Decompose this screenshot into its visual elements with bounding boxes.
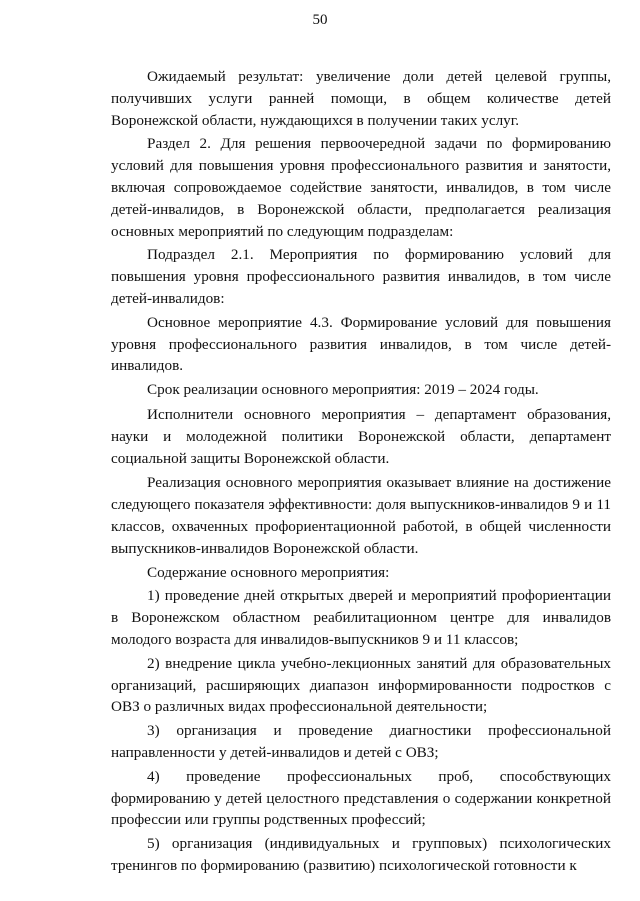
paragraph-subsection-2-1: Подраздел 2.1. Мероприятия по формированию условий для повышения уровня профессионального развития инвалидов, в том числе детей-инвалидов: xyxy=(111,246,611,307)
list-item-1: 1) проведение дней открытых дверей и мероприятий профориентации в Воронежском областном реабилитационном центре для инвалидов молодого возраста для инвалидов-выпускников 9 и 11 классов; xyxy=(111,587,611,648)
paragraph-indicator: Реализация основного мероприятия оказывает влияние на достижение следующего показателя эффективности: доля выпускников-инвалидов 9 и 11 классов, охваченных профориентационной работой, в общей численности выпускников-инвалидов Воронежской области. xyxy=(111,474,611,557)
paragraph-content-heading: Содержание основного мероприятия: xyxy=(147,563,390,581)
list-item-3: 3) организация и проведение диагностики профессиональной направленности у детей-инвалидов и детей с ОВЗ; xyxy=(111,722,611,761)
list-item-2: 2) внедрение цикла учебно-лекционных занятий для образовательных организаций, расширяющих диапазон информированности подростков с ОВЗ о различных видах профессиональной деятельности; xyxy=(111,654,611,716)
paragraph-implementation-period: Срок реализации основного мероприятия: 2019 – 2024 годы. xyxy=(147,381,539,399)
paragraph-executors: Исполнители основного мероприятия – департамент образования, науки и молодежной политики Воронежской области, департамент социальной защиты Воронежской области. xyxy=(111,405,611,467)
paragraph-expected-result: Ожидаемый результат: увеличение доли детей целевой группы, получивших услуги ранней помощи, в общем количестве детей Воронежской области, нуждающихся в получении таких услуг. xyxy=(111,68,611,129)
document-body xyxy=(111,66,611,879)
paragraph-section-2: Раздел 2. Для решения первоочередной задачи по формированию условий для повышения уровня профессионального развития и занятости, включая сопровождаемое содействие занятости, инвалидов, в том числе детей-инвалидов, в Воронежской области, предполагается реализация основных мероприятий по следующим подразделам: xyxy=(111,135,611,240)
list-item-4: 4) проведение профессиональных проб, способствующих формированию у детей целостного представления о содержании конкретной профессии или группы родственных профессий; xyxy=(111,767,611,829)
paragraph-main-measure-4-3: Основное мероприятие 4.3. Формирование условий для повышения уровня профессионального развития инвалидов, в том числе детей-инвалидов. xyxy=(111,313,611,375)
page-number: 50 xyxy=(312,12,328,28)
list-item-5: 5) организация (индивидуальных и групповых) психологических тренингов по формированию (развитию) психологической готовности к xyxy=(111,835,611,874)
